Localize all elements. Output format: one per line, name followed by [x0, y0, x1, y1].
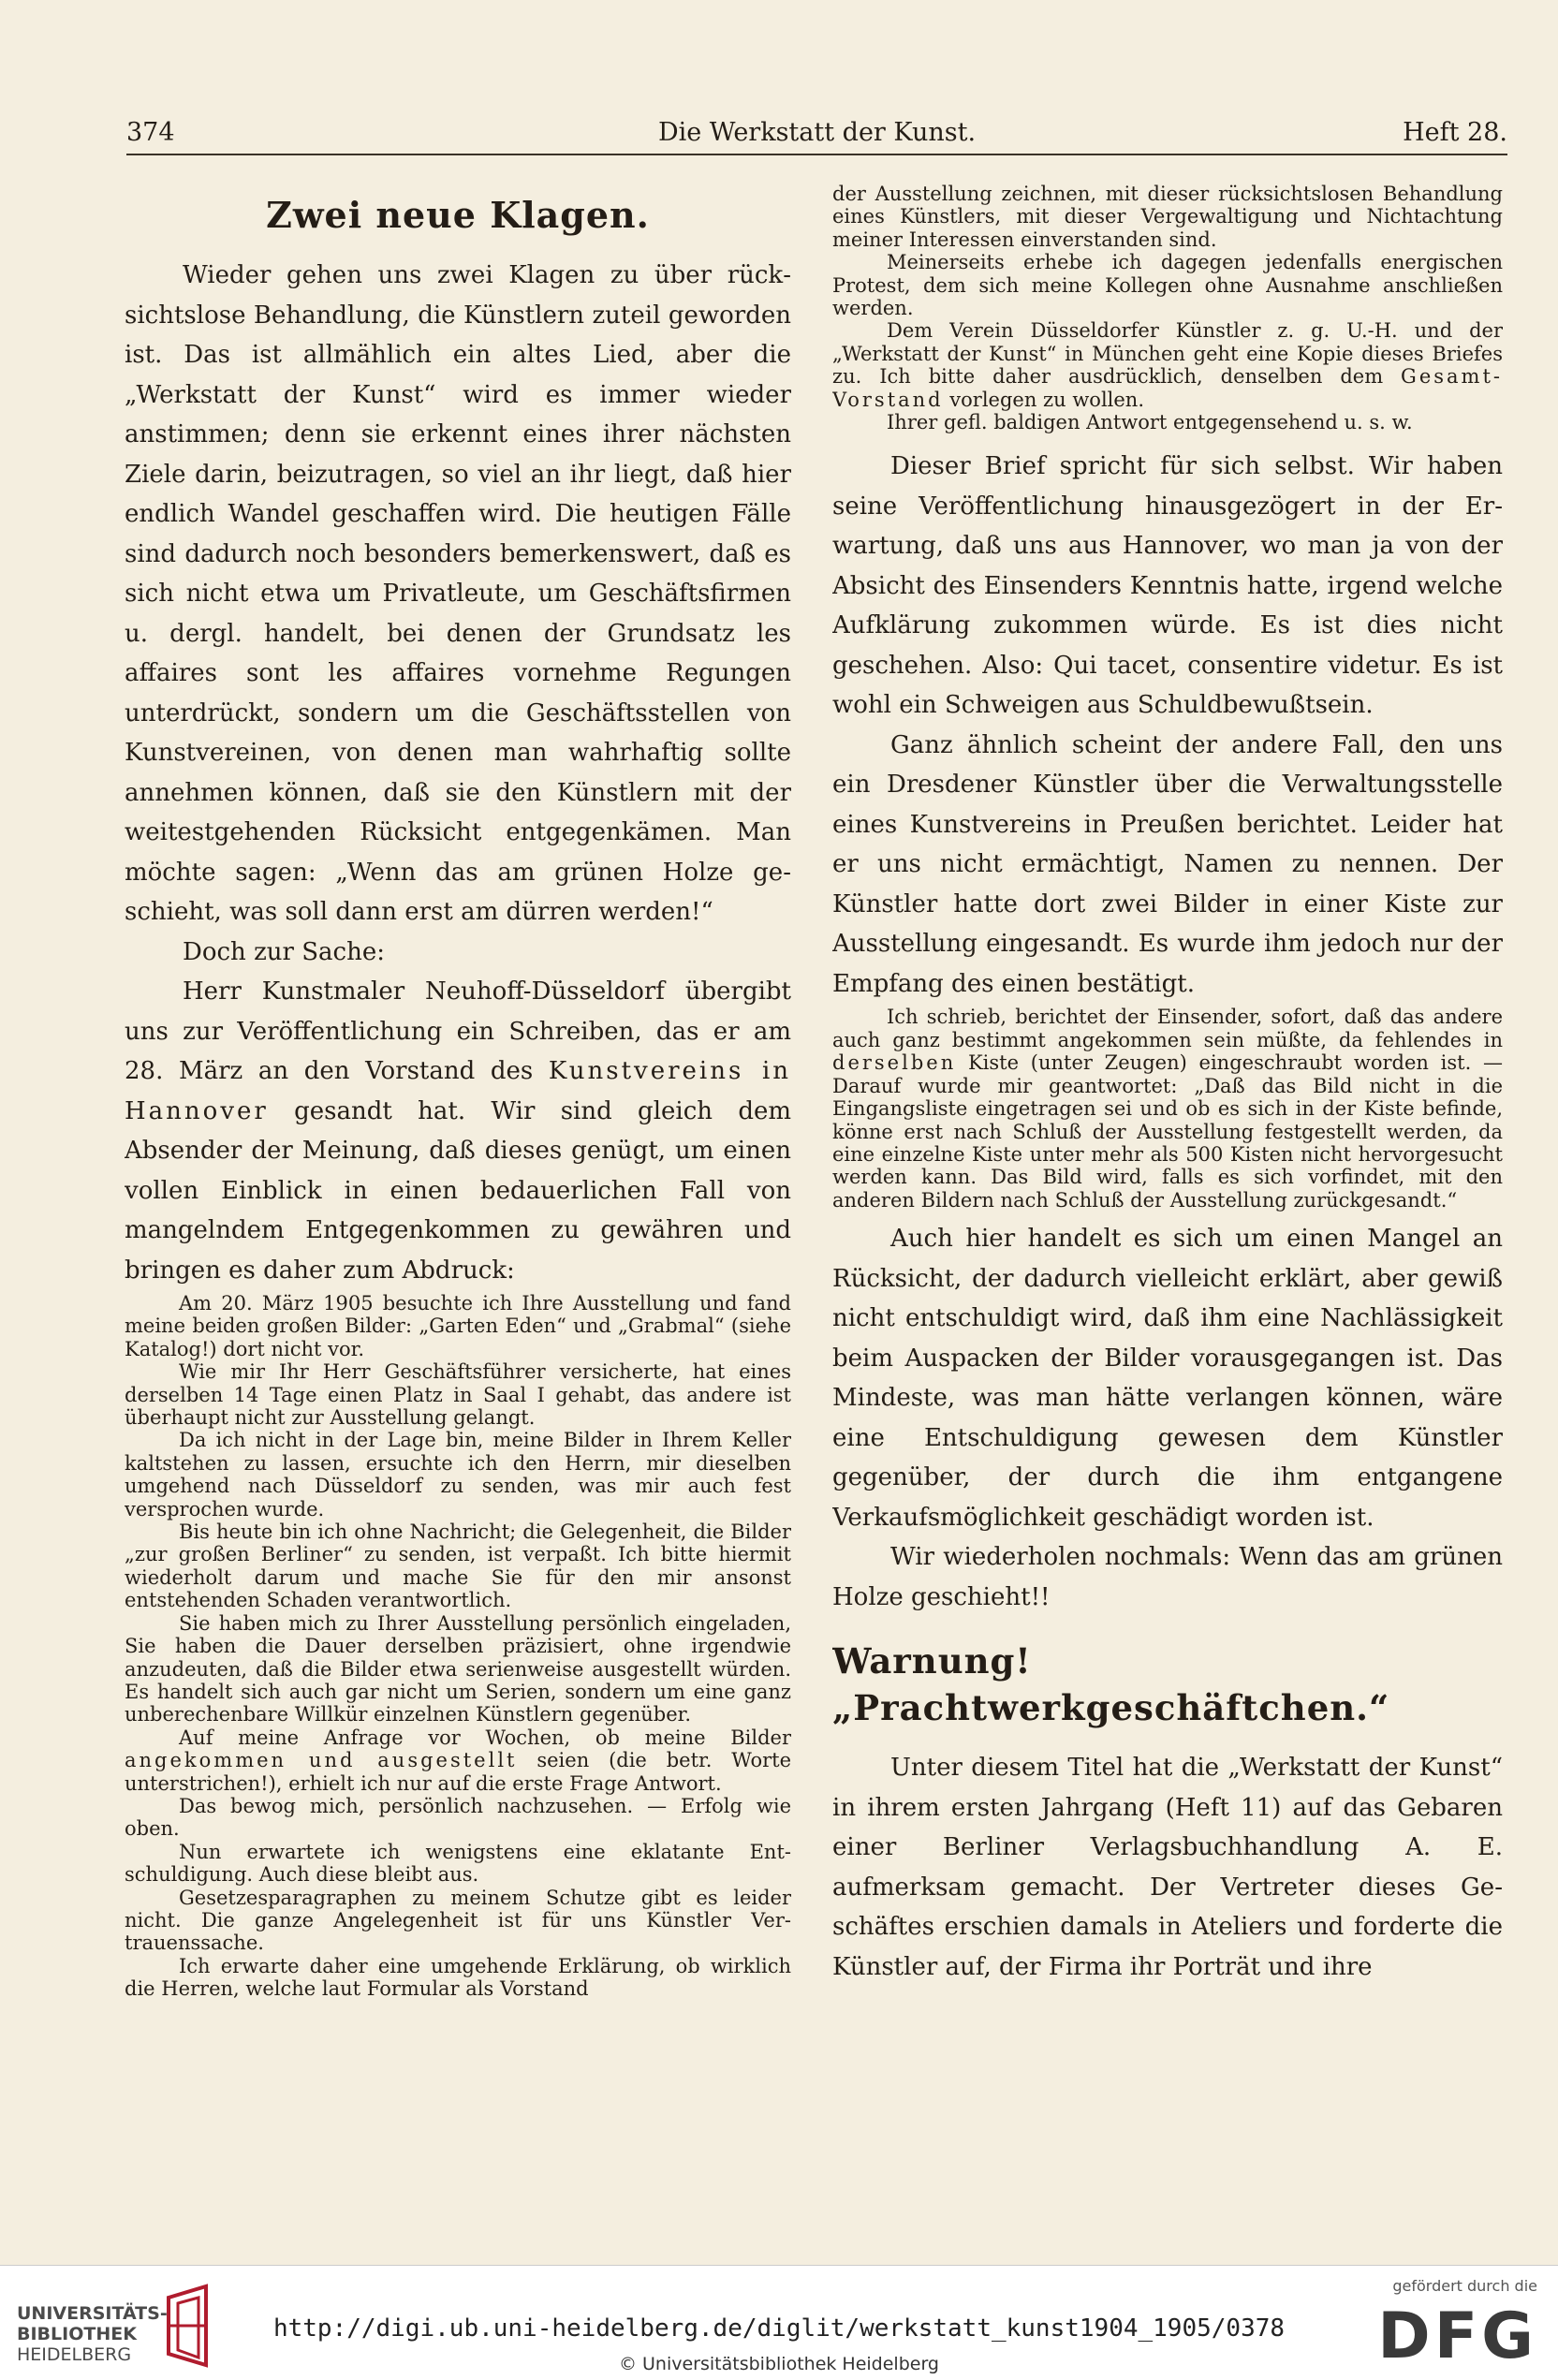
- letter-text: vorlegen zu wollen.: [943, 388, 1145, 411]
- letter-paragraph: Nun erwartete ich wenigstens eine eklatante Entschuldigung. Auch diese bleibt aus.: [125, 1840, 791, 1887]
- dfg-logo: DFG: [1377, 2299, 1537, 2373]
- quote-text: Kiste (unter Zeugen) eingeschraubt worden ist. — Darauf wurde mir geantwortet: „Daß das Bild nicht in die Eingangsliste eingetragen sei und ob es sich in der Kiste befinde, könne erst nach Schluß der Ausstellung festgestellt werden, da eine einzelne Kiste unter mehr als 500 Kisten nicht hervorgesucht werden kann. Das Bild wird, falls es sich vorfindet, mit den anderen Bildern nach Schluß der Ausstellung zurückgesandt.“: [832, 1051, 1503, 1212]
- paragraph: Dieser Brief spricht für sich selbst. Wir haben seine Veröffentlichung hinausgezögert in der Erwartung, daß uns aus Hannover, wo man ja von der Absicht des Einsenders Kenntnis hatte, irgend welche Aufklärung zukommen würde. Es ist dies nicht geschehen. Also: Qui tacet, consentire videtur. Es ist wohl ein Schweigen aus Schuldbewußtsein.: [832, 452, 1503, 720]
- funding-note: gefördert durch die: [1392, 2277, 1537, 2295]
- page-number: 374: [126, 118, 175, 147]
- permalink-url[interactable]: http://digi.ub.uni-heidelberg.de/diglit/werkstatt_kunst1904_1905/0378: [272, 2314, 1286, 2343]
- letter-paragraph: der Ausstellung zeichnen, mit dieser rücksichtslosen Behandlung eines Künstlers, mit dieser Vergewaltigung und Nichtachtung meiner Interessen einverstanden sind.: [832, 183, 1503, 251]
- logo-line: UNIVERSITÄTS-: [17, 2303, 168, 2324]
- paragraph-text: Herr Kunstmaler Neuhoff-Düsseldorf übergibt uns zur Veröffentlichung ein Schreiben, das er am 28. März an den Vorstand des: [125, 977, 791, 1085]
- issue-number: Heft 28.: [1403, 118, 1507, 147]
- paragraph: Wir wiederholen nochmals: Wenn das am grünen Holze geschieht!!: [832, 1543, 1503, 1611]
- letter-paragraph: [125, 1726, 791, 1795]
- emphasized-text: derselben: [832, 1051, 957, 1075]
- letter-paragraph: Bis heute bin ich ohne Nachricht; die Gelegenheit, die Bilder „zur großen Berliner“ zu senden, ist verpaßt. Ich bitte hiermit wiederholt darum und mache Sie für den mir ansonst entstehenden Schaden verantwortlich.: [125, 1521, 791, 1612]
- letter-paragraph: Ich erwarte daher eine umgehende Erklärung, ob wirklich die Herren, welche laut Formular als Vorstand: [125, 1954, 791, 2001]
- letter-paragraph: Das bewog mich, persönlich nachzusehen. — Erfolg wie oben.: [125, 1794, 791, 1841]
- running-head: [126, 112, 1507, 155]
- article-heading: Warnung! „Prachtwerkgeschäftchen.“: [832, 1640, 1390, 1729]
- letter-quote: [125, 1292, 791, 2001]
- quote-text: Ich schrieb, berichtet der Einsender, sofort, daß das andere auch ganz bestimmt angekommen sein müßte, da fehlendes in: [832, 1006, 1503, 1051]
- copyright-notice: © Universitätsbibliothek Heidelberg: [618, 2354, 939, 2374]
- paragraph: Auch hier handelt es sich um einen Mangel an Rücksicht, der dadurch vielleicht erklärt, aber gewiß nicht entschuldigt wird, daß ihm eine Nachlässigkeit beim Auspacken der Bilder vorausgegangen ist. Das Mindeste, was man hätte verlangen können, wäre eine Entschuldigung gewesen dem Künstler gegenüber, der durch die ihm entgangene Verkaufsmöglichkeit geschädigt worden ist.: [832, 1225, 1503, 1532]
- report-quote: [832, 1006, 1503, 1212]
- quote-paragraph: [832, 1006, 1503, 1212]
- emphasized-text: Gesamt-Vorstand: [832, 365, 1503, 411]
- letter-paragraph: Meinerseits erhebe ich dagegen jedenfalls energischen Protest, dem sich meine Kollegen ohne Ausnahme anschließen werden.: [832, 251, 1503, 320]
- paragraph: [125, 972, 791, 1290]
- paragraph: Unter diesem Titel hat die „Werkstatt der Kunst“ in ihrem ersten Jahrgang (Heft 11) auf das Gebaren einer Berliner Verlagsbuchhandlung A. E. aufmerksam gemacht. Der Vertreter dieses Geschäftes erschien damals in Ateliers und forderte die Künstler auf, der Firma ihr Porträt und ihre: [832, 1754, 1503, 1981]
- letter-paragraph: Wie mir Ihr Herr Geschäftsführer versicherte, hat eines derselben 14 Tage einen Platz in Saal I gehabt, das andere ist überhaupt nicht zur Ausstellung gelangt.: [125, 1360, 791, 1430]
- emphasized-text: angekommen und ausgestellt: [125, 1749, 518, 1772]
- logo-line: HEIDELBERG: [17, 2344, 132, 2365]
- paragraph-text: gesandt hat. Wir sind gleich dem Absender der Meinung, daß dieses genügt, um einen vollen Einblick in einen bedauerlichen Fall von mangelndem Entgegenkommen zu gewähren und bringen es daher zum Abdruck:: [125, 1096, 791, 1285]
- paragraph: Wieder gehen uns zwei Klagen zu über rücksichtslose Behandlung, die Künstlern zuteil geworden ist. Das ist allmählich ein altes Lied, aber die „Werkstatt der Kunst“ wird es immer wieder anstimmen; denn sie erkennt eines ihrer nächsten Ziele darin, beizutragen, so viel an ihr liegt, daß hier endlich Wandel geschaffen wird. Die heutigen Fälle sind dadurch noch besonders bemerkenswert, daß es sich nicht etwa um Privatleute, um Geschäftsfirmen u. dergl. handelt, bei denen der Grundsatz les affaires sont les affaires vornehme Regungen unterdrückt, sondern um die Geschäftsstellen von Kunstvereinen, von denen man wahrhaftig sollte annehmen können, daß sie den Künstlern mit der weitestgehenden Rücksicht entgegenkämen. Man möchte sagen: „Wenn das am grünen Holze geschieht, was soll dann erst am dürren werden!“: [125, 261, 791, 926]
- paragraph: Ganz ähnlich scheint der andere Fall, den uns ein Dresdener Künstler über die Verwaltungsstelle eines Kunstvereins in Preußen berichtet. Leider hat er uns nicht ermächtigt, Namen zu nennen. Der Künstler hatte dort zwei Bilder in einer Kiste zur Ausstellung eingesandt. Es wurde ihm jedoch nur der Empfang des einen bestätigt.: [832, 730, 1503, 998]
- letter-paragraph: Ihrer gefl. baldigen Antwort entgegensehend u. s. w.: [887, 411, 1413, 434]
- paragraph: Doch zur Sache:: [183, 937, 385, 966]
- journal-title: Die Werkstatt der Kunst.: [657, 118, 977, 147]
- article-heading: Zwei neue Klagen.: [266, 194, 650, 236]
- left-column: [125, 183, 791, 2130]
- letter-quote-continued: [832, 183, 1503, 433]
- letter-text: seien (die betr. Worte unterstrichen!), erhielt ich nur auf die erste Frage Antwort.: [125, 1749, 791, 1795]
- letter-paragraph: [832, 319, 1503, 411]
- letter-text: Auf meine Anfrage vor Wochen, ob meine Bilder: [179, 1726, 791, 1749]
- logo-line: BIBLIOTHEK: [17, 2324, 137, 2344]
- letter-paragraph: Am 20. März 1905 besuchte ich Ihre Ausstellung und fand meine beiden großen Bilder: „Garten Eden“ und „Grabmal“ (siehe Katalog!) dort nicht vor.: [125, 1292, 791, 1360]
- letter-paragraph: Gesetzesparagraphen zu meinem Schutze gibt es leider nicht. Die ganze Angelegenheit ist für uns Künstler Vertrauenssache.: [125, 1886, 791, 1955]
- library-footer: [0, 2265, 1558, 2380]
- letter-paragraph: Da ich nicht in der Lage bin, meine Bilder in Ihrem Keller kaltstehen zu lassen, ersuchte ich den Herrn, mir dieselben umgehend nach Düsseldorf zu senden, was mir auch fest versprochen wurde.: [125, 1429, 791, 1521]
- letter-paragraph: Sie haben mich zu Ihrer Ausstellung persönlich eingeladen, Sie haben die Dauer derselben präzisiert, ohne irgendwie anzudeuten, daß die Bilder etwa serienweise ausgestellt würden. Es handelt sich auch gar nicht um Serien, sondern um eine ganz unberechenbare Willkür einzelnen Künstlern gegenüber.: [125, 1611, 791, 1726]
- emphasized-text: Kunstvereins in Hannover: [125, 1057, 791, 1125]
- letter-text: Dem Verein Düsseldorfer Künstler z. g. U.-H. und der „Werkstatt der Kunst“ in München geht eine Kopie dieses Briefes zu. Ich bitte daher ausdrücklich, denselben dem: [832, 319, 1503, 389]
- right-column: [832, 183, 1503, 2130]
